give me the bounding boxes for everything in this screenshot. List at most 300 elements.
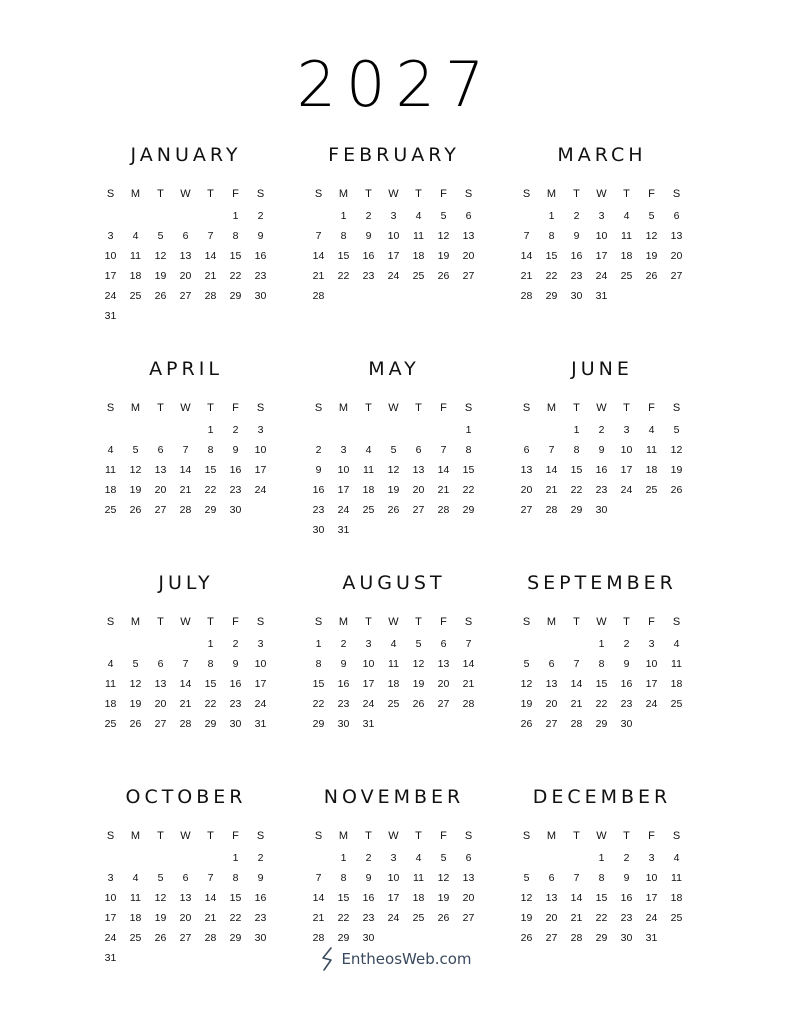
day-cell: 11 xyxy=(413,872,424,884)
month-name: NOVEMBER xyxy=(323,786,465,808)
weekday-label: W xyxy=(596,402,607,414)
day-cell: 27 xyxy=(154,504,167,516)
day-cell: 21 xyxy=(570,912,583,924)
day-cell: 5 xyxy=(523,658,530,670)
day-cell: 17 xyxy=(645,678,658,690)
day-cell: 3 xyxy=(623,424,630,436)
day-cell: 21 xyxy=(312,270,325,282)
day-cell: 31 xyxy=(595,290,608,302)
day-cell: 11 xyxy=(413,230,424,242)
day-cell: 24 xyxy=(254,484,267,496)
month-name: APRIL xyxy=(149,358,223,380)
weekday-label: S xyxy=(672,830,681,842)
day-cell: 28 xyxy=(204,290,217,302)
day-cell: 5 xyxy=(132,444,139,456)
day-cell: 31 xyxy=(362,718,375,730)
empty-cell xyxy=(148,634,173,654)
day-cell: 19 xyxy=(129,698,142,710)
weekday-label: M xyxy=(338,402,349,414)
day-cell: 14 xyxy=(520,250,533,262)
day-cell: 12 xyxy=(437,872,450,884)
month-name: FEBRUARY xyxy=(328,144,460,166)
day-cell: 18 xyxy=(362,484,375,496)
weekday-label: W xyxy=(596,616,607,628)
day-cell: 17 xyxy=(104,270,117,282)
day-cell: 17 xyxy=(387,892,400,904)
day-cell: 16 xyxy=(254,892,267,904)
day-cell: 4 xyxy=(623,210,630,222)
empty-cell xyxy=(98,420,123,440)
day-cell: 30 xyxy=(620,932,633,944)
day-cell: 2 xyxy=(573,210,580,222)
day-cell: 23 xyxy=(362,270,375,282)
day-cell: 10 xyxy=(337,464,350,476)
day-cell: 15 xyxy=(204,678,217,690)
weekday-label: S xyxy=(464,402,473,414)
day-cell: 10 xyxy=(387,872,400,884)
day-cell: 13 xyxy=(462,872,475,884)
day-cell: 11 xyxy=(388,658,399,670)
day-cell: 16 xyxy=(595,464,608,476)
empty-cell xyxy=(173,206,198,226)
day-cell: 4 xyxy=(107,444,114,456)
weekday-label: M xyxy=(338,188,349,200)
day-cell: 8 xyxy=(573,444,580,456)
day-cell: 7 xyxy=(315,230,322,242)
weekday-label: F xyxy=(648,616,655,628)
empty-cell xyxy=(306,206,331,226)
weekday-label: T xyxy=(415,188,422,200)
day-cell: 9 xyxy=(365,872,372,884)
day-cell: 23 xyxy=(620,912,633,924)
day-cell: 7 xyxy=(523,230,530,242)
day-cell: 18 xyxy=(104,484,117,496)
day-cell: 28 xyxy=(437,504,450,516)
day-cell: 23 xyxy=(337,698,350,710)
weekday-label: F xyxy=(232,402,239,414)
month-name: OCTOBER xyxy=(125,786,247,808)
month-january xyxy=(98,138,274,352)
day-cell: 20 xyxy=(462,892,475,904)
day-cell: 18 xyxy=(129,270,142,282)
day-cell: 10 xyxy=(595,230,608,242)
day-cell: 21 xyxy=(462,678,475,690)
day-cell: 27 xyxy=(545,932,558,944)
day-cell: 15 xyxy=(337,892,350,904)
weekday-label: M xyxy=(546,402,557,414)
day-cell: 29 xyxy=(595,932,608,944)
weekday-label: M xyxy=(546,616,557,628)
day-cell: 12 xyxy=(645,230,658,242)
weekday-label: S xyxy=(106,616,115,628)
day-cell: 10 xyxy=(620,444,633,456)
day-cell: 16 xyxy=(362,892,375,904)
day-cell: 19 xyxy=(154,270,167,282)
day-cell: 15 xyxy=(595,678,608,690)
day-cell: 2 xyxy=(365,210,372,222)
weekday-label: F xyxy=(440,402,447,414)
empty-cell xyxy=(514,634,539,654)
day-grid xyxy=(306,826,482,948)
day-cell: 2 xyxy=(232,424,239,436)
day-cell: 30 xyxy=(570,290,583,302)
day-cell: 10 xyxy=(254,444,267,456)
day-cell: 26 xyxy=(154,932,167,944)
day-grid xyxy=(514,612,690,734)
day-cell: 27 xyxy=(545,718,558,730)
day-cell: 7 xyxy=(207,872,214,884)
day-cell: 14 xyxy=(204,250,217,262)
day-cell: 25 xyxy=(412,270,425,282)
day-cell: 7 xyxy=(182,444,189,456)
day-cell: 4 xyxy=(390,638,397,650)
weekday-label: T xyxy=(415,830,422,842)
weekday-label: S xyxy=(256,830,265,842)
day-cell: 4 xyxy=(415,852,422,864)
day-cell: 16 xyxy=(312,484,325,496)
empty-cell xyxy=(173,634,198,654)
empty-cell xyxy=(539,420,564,440)
day-cell: 2 xyxy=(623,852,630,864)
day-cell: 4 xyxy=(648,424,655,436)
day-cell: 23 xyxy=(254,270,267,282)
day-cell: 20 xyxy=(545,698,558,710)
day-cell: 6 xyxy=(523,444,530,456)
day-cell: 26 xyxy=(645,270,658,282)
empty-cell xyxy=(356,420,381,440)
day-cell: 5 xyxy=(132,658,139,670)
day-cell: 30 xyxy=(229,718,242,730)
day-cell: 22 xyxy=(545,270,558,282)
day-cell: 25 xyxy=(387,698,400,710)
day-cell: 22 xyxy=(595,698,608,710)
day-cell: 25 xyxy=(670,912,683,924)
day-cell: 1 xyxy=(548,210,555,222)
day-cell: 9 xyxy=(232,444,239,456)
weekday-label: S xyxy=(256,616,265,628)
day-cell: 7 xyxy=(315,872,322,884)
day-cell: 30 xyxy=(312,524,325,536)
weekday-label: T xyxy=(573,402,580,414)
day-cell: 12 xyxy=(154,892,167,904)
day-cell: 27 xyxy=(462,912,475,924)
day-cell: 5 xyxy=(157,230,164,242)
day-cell: 30 xyxy=(254,290,267,302)
weekday-label: T xyxy=(365,616,372,628)
weekday-label: T xyxy=(207,188,214,200)
weekday-label: W xyxy=(180,188,191,200)
month-august xyxy=(306,566,482,780)
empty-cell xyxy=(431,420,456,440)
day-cell: 2 xyxy=(340,638,347,650)
day-cell: 25 xyxy=(129,290,142,302)
day-cell: 22 xyxy=(204,484,217,496)
day-cell: 4 xyxy=(415,210,422,222)
day-cell: 8 xyxy=(598,658,605,670)
day-grid xyxy=(98,612,274,734)
day-cell: 18 xyxy=(620,250,633,262)
day-cell: 27 xyxy=(670,270,683,282)
day-cell: 23 xyxy=(595,484,608,496)
day-cell: 17 xyxy=(387,250,400,262)
day-cell: 15 xyxy=(545,250,558,262)
day-cell: 3 xyxy=(390,852,397,864)
empty-cell xyxy=(539,634,564,654)
weekday-label: M xyxy=(130,188,141,200)
day-cell: 22 xyxy=(337,912,350,924)
squiggle-logo-icon xyxy=(319,946,335,972)
day-cell: 19 xyxy=(154,912,167,924)
month-name: JANUARY xyxy=(130,144,242,166)
weekday-label: W xyxy=(388,402,399,414)
day-cell: 23 xyxy=(362,912,375,924)
day-cell: 27 xyxy=(412,504,425,516)
day-cell: 11 xyxy=(646,444,657,456)
empty-cell xyxy=(173,848,198,868)
empty-cell xyxy=(514,420,539,440)
month-may xyxy=(306,352,482,566)
day-grid xyxy=(306,612,482,734)
day-cell: 14 xyxy=(462,658,475,670)
day-cell: 23 xyxy=(570,270,583,282)
day-cell: 16 xyxy=(362,250,375,262)
day-cell: 7 xyxy=(207,230,214,242)
day-cell: 15 xyxy=(229,892,242,904)
day-cell: 2 xyxy=(365,852,372,864)
empty-cell xyxy=(123,206,148,226)
day-cell: 8 xyxy=(232,230,239,242)
day-cell: 25 xyxy=(129,932,142,944)
weekday-label: F xyxy=(440,616,447,628)
day-cell: 5 xyxy=(390,444,397,456)
day-cell: 20 xyxy=(179,270,192,282)
day-cell: 8 xyxy=(232,872,239,884)
day-cell: 7 xyxy=(440,444,447,456)
day-cell: 15 xyxy=(570,464,583,476)
empty-cell xyxy=(123,420,148,440)
day-cell: 11 xyxy=(130,250,141,262)
day-cell: 16 xyxy=(229,464,242,476)
day-cell: 3 xyxy=(390,210,397,222)
day-cell: 30 xyxy=(337,718,350,730)
weekday-label: T xyxy=(573,616,580,628)
day-cell: 31 xyxy=(254,718,267,730)
empty-cell xyxy=(148,848,173,868)
day-cell: 5 xyxy=(440,210,447,222)
day-cell: 9 xyxy=(315,464,322,476)
day-cell: 21 xyxy=(312,912,325,924)
day-cell: 4 xyxy=(107,658,114,670)
day-grid xyxy=(514,398,690,520)
weekday-label: S xyxy=(256,402,265,414)
day-cell: 17 xyxy=(337,484,350,496)
day-cell: 16 xyxy=(620,678,633,690)
day-cell: 20 xyxy=(437,678,450,690)
weekday-label: S xyxy=(672,402,681,414)
day-cell: 8 xyxy=(315,658,322,670)
day-cell: 18 xyxy=(129,912,142,924)
month-name: MAY xyxy=(368,358,420,380)
months-grid xyxy=(98,138,690,994)
day-cell: 3 xyxy=(340,444,347,456)
day-cell: 28 xyxy=(520,290,533,302)
empty-cell xyxy=(306,420,331,440)
weekday-label: T xyxy=(623,830,630,842)
day-cell: 12 xyxy=(437,230,450,242)
day-cell: 21 xyxy=(204,270,217,282)
day-cell: 19 xyxy=(412,678,425,690)
footer xyxy=(0,946,791,972)
weekday-label: M xyxy=(130,402,141,414)
day-cell: 20 xyxy=(154,698,167,710)
empty-cell xyxy=(98,634,123,654)
day-cell: 6 xyxy=(465,852,472,864)
day-cell: 3 xyxy=(107,230,114,242)
day-cell: 26 xyxy=(670,484,683,496)
weekday-label: M xyxy=(546,830,557,842)
day-cell: 13 xyxy=(437,658,450,670)
day-cell: 28 xyxy=(570,718,583,730)
day-cell: 17 xyxy=(362,678,375,690)
day-cell: 28 xyxy=(204,932,217,944)
empty-cell xyxy=(514,206,539,226)
day-cell: 31 xyxy=(104,952,117,964)
day-cell: 10 xyxy=(254,658,267,670)
weekday-label: M xyxy=(338,830,349,842)
day-cell: 18 xyxy=(387,678,400,690)
month-march xyxy=(514,138,690,352)
day-cell: 21 xyxy=(179,484,192,496)
day-cell: 30 xyxy=(595,504,608,516)
day-cell: 9 xyxy=(365,230,372,242)
empty-cell xyxy=(173,420,198,440)
weekday-label: F xyxy=(648,830,655,842)
day-cell: 3 xyxy=(107,872,114,884)
day-cell: 31 xyxy=(337,524,350,536)
month-name: AUGUST xyxy=(342,572,446,594)
day-cell: 17 xyxy=(104,912,117,924)
day-cell: 2 xyxy=(315,444,322,456)
weekday-label: S xyxy=(314,830,323,842)
day-cell: 4 xyxy=(365,444,372,456)
day-cell: 18 xyxy=(412,250,425,262)
day-cell: 19 xyxy=(670,464,683,476)
day-cell: 5 xyxy=(673,424,680,436)
month-name: MARCH xyxy=(557,144,647,166)
weekday-label: W xyxy=(180,616,191,628)
empty-cell xyxy=(123,634,148,654)
weekday-label: F xyxy=(232,616,239,628)
empty-cell xyxy=(514,848,539,868)
day-cell: 5 xyxy=(157,872,164,884)
day-cell: 23 xyxy=(254,912,267,924)
day-cell: 22 xyxy=(595,912,608,924)
month-june xyxy=(514,352,690,566)
empty-cell xyxy=(564,634,589,654)
day-cell: 6 xyxy=(548,872,555,884)
day-cell: 21 xyxy=(570,698,583,710)
day-cell: 24 xyxy=(387,912,400,924)
day-cell: 22 xyxy=(204,698,217,710)
day-cell: 27 xyxy=(462,270,475,282)
day-cell: 14 xyxy=(437,464,450,476)
day-cell: 28 xyxy=(179,718,192,730)
weekday-label: W xyxy=(596,830,607,842)
day-cell: 13 xyxy=(154,678,167,690)
weekday-label: W xyxy=(388,830,399,842)
weekday-label: T xyxy=(415,616,422,628)
day-cell: 23 xyxy=(620,698,633,710)
day-cell: 4 xyxy=(132,872,139,884)
day-cell: 1 xyxy=(465,424,472,436)
day-cell: 3 xyxy=(365,638,372,650)
day-cell: 29 xyxy=(204,504,217,516)
day-cell: 25 xyxy=(412,912,425,924)
day-cell: 13 xyxy=(179,892,192,904)
day-cell: 26 xyxy=(129,718,142,730)
day-cell: 21 xyxy=(545,484,558,496)
day-cell: 26 xyxy=(412,698,425,710)
day-cell: 2 xyxy=(232,638,239,650)
weekday-label: T xyxy=(157,188,164,200)
weekday-label: S xyxy=(522,402,531,414)
weekday-label: S xyxy=(672,616,681,628)
day-cell: 22 xyxy=(229,270,242,282)
day-cell: 14 xyxy=(204,892,217,904)
weekday-label: T xyxy=(157,616,164,628)
weekday-label: S xyxy=(314,402,323,414)
day-cell: 26 xyxy=(520,718,533,730)
day-cell: 24 xyxy=(337,504,350,516)
day-grid xyxy=(98,398,274,520)
day-cell: 24 xyxy=(645,698,658,710)
day-cell: 7 xyxy=(573,872,580,884)
day-cell: 1 xyxy=(207,638,214,650)
day-cell: 6 xyxy=(673,210,680,222)
day-cell: 1 xyxy=(340,210,347,222)
empty-cell xyxy=(539,848,564,868)
day-cell: 29 xyxy=(204,718,217,730)
day-cell: 22 xyxy=(570,484,583,496)
weekday-label: T xyxy=(573,830,580,842)
empty-cell xyxy=(406,420,431,440)
weekday-label: W xyxy=(596,188,607,200)
day-cell: 17 xyxy=(620,464,633,476)
day-cell: 19 xyxy=(129,484,142,496)
footer-brand: EntheosWeb.com xyxy=(341,950,472,968)
day-cell: 29 xyxy=(462,504,475,516)
day-cell: 13 xyxy=(462,230,475,242)
day-cell: 3 xyxy=(257,424,264,436)
empty-cell xyxy=(198,848,223,868)
day-cell: 27 xyxy=(437,698,450,710)
day-cell: 11 xyxy=(130,892,141,904)
day-cell: 8 xyxy=(598,872,605,884)
day-cell: 1 xyxy=(315,638,322,650)
day-cell: 27 xyxy=(520,504,533,516)
day-cell: 25 xyxy=(645,484,658,496)
weekday-label: T xyxy=(157,830,164,842)
day-cell: 9 xyxy=(623,658,630,670)
day-cell: 6 xyxy=(182,230,189,242)
weekday-label: T xyxy=(365,830,372,842)
day-cell: 26 xyxy=(437,912,450,924)
empty-cell xyxy=(564,848,589,868)
weekday-label: S xyxy=(522,188,531,200)
day-cell: 30 xyxy=(254,932,267,944)
day-cell: 28 xyxy=(312,290,325,302)
day-cell: 22 xyxy=(312,698,325,710)
